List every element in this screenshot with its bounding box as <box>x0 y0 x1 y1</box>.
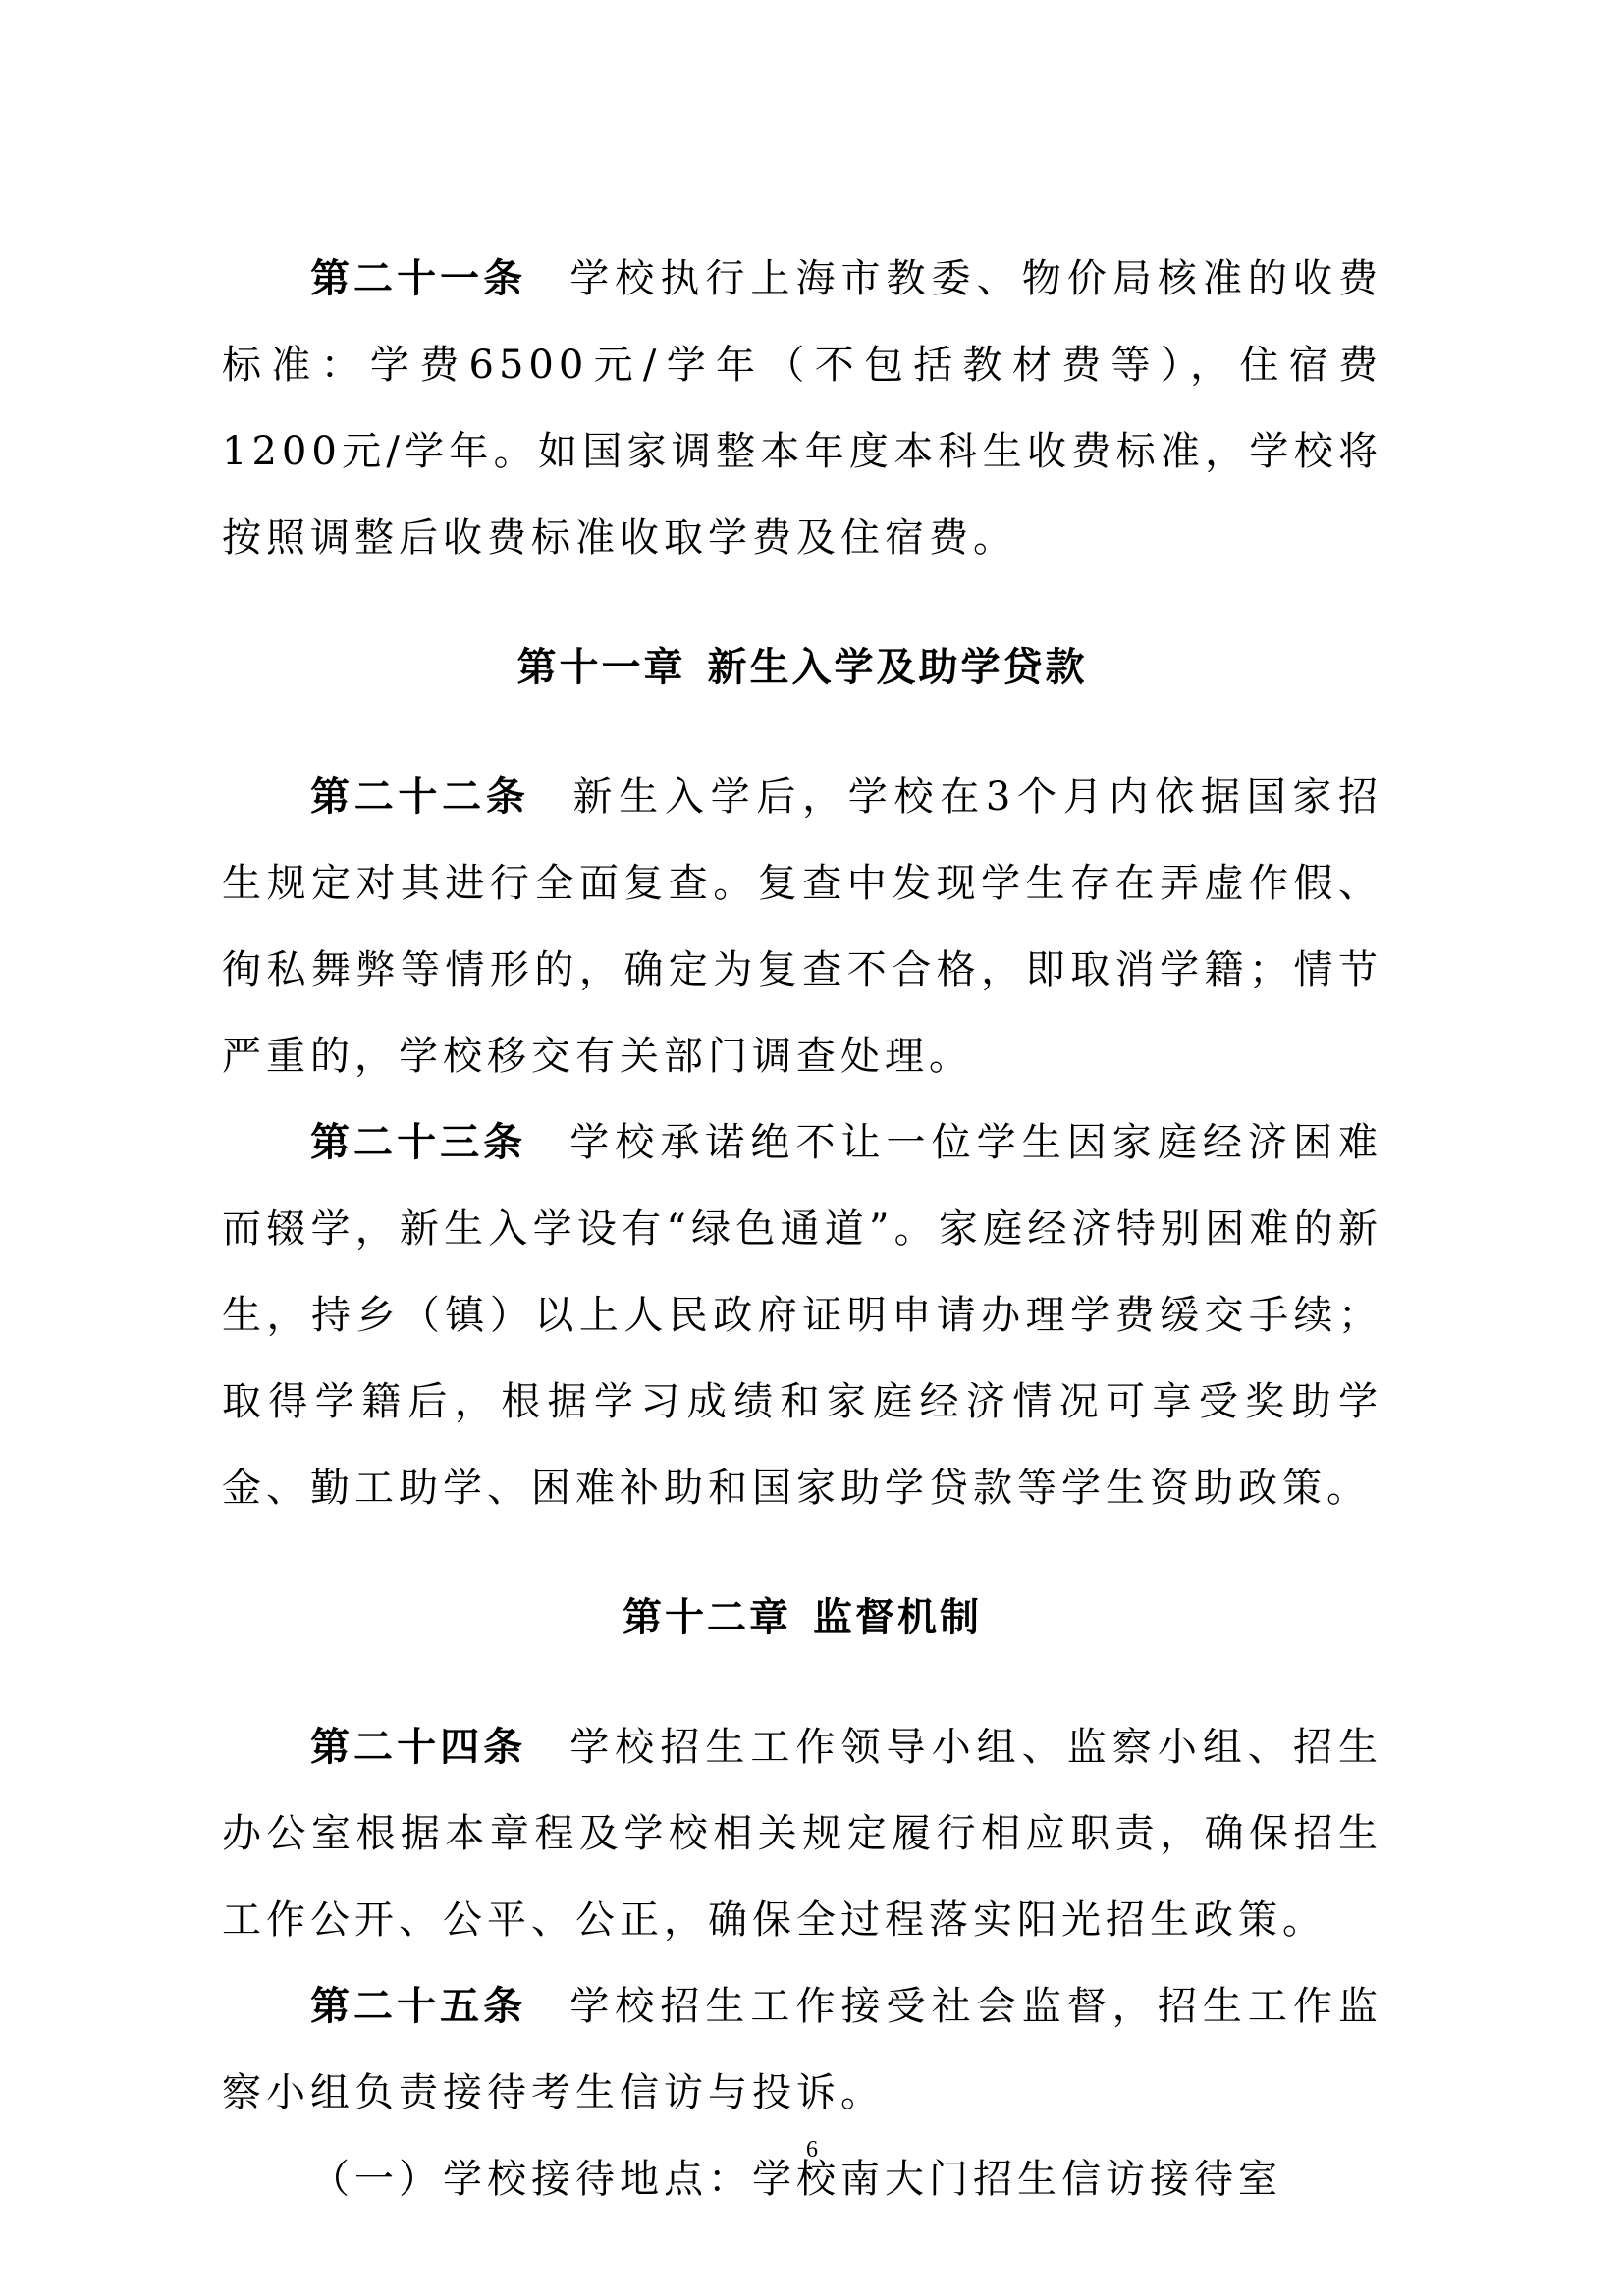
chapter-title: 新生入学及助学贷款 <box>707 645 1088 690</box>
article-text: 学校承诺绝不让一位学生因家庭经济困难而辍学，新生入学设有“绿色通道”。家庭经济特别困难的新生，持乡（镇）以上人民政府证明申请办理学费缓交手续；取得学籍后，根据学习成绩和家庭经济情况可享受奖助学金、勤工助学、困难补助和国家助学贷款等学生资助政策。 <box>222 1120 1383 1511</box>
article-24 <box>222 1704 1382 1963</box>
page-number: 6 <box>806 2137 818 2163</box>
article-text: 学校招生工作领导小组、监察小组、招生办公室根据本章程及学校相关规定履行相应职责，确保招生工作公开、公平、公正，确保全过程落实阳光招生政策。 <box>222 1725 1383 1943</box>
chapter-number: 第十二章 <box>623 1595 791 1640</box>
article-25 <box>222 1963 1382 2136</box>
article-label: 第二十五条 <box>310 1984 527 2029</box>
list-item-reception-location: （一）学校接待地点：学校南大门招生信访接待室 <box>310 2157 1282 2202</box>
article-text: 学校招生工作接受社会监督，招生工作监察小组负责接待考生信访与投诉。 <box>222 1984 1383 2115</box>
article-label: 第二十四条 <box>310 1725 527 1770</box>
article-23 <box>222 1099 1382 1531</box>
chapter-title: 监督机制 <box>813 1595 982 1640</box>
article-21 <box>222 236 1382 581</box>
article-text: 学校执行上海市教委、物价局核准的收费标准：学费6500元/学年（不包括教材费等），住宿费1200元/学年。如国家调整本年度本科生收费标准，学校将按照调整后收费标准收取学费及住宿费。 <box>222 256 1383 561</box>
article-text: 新生入学后，学校在3个月内依据国家招生规定对其进行全面复查。复查中发现学生存在弄虚作假、徇私舞弊等情形的，确定为复查不合格，即取消学籍；情节严重的，学校移交有关部门调查处理。 <box>222 774 1383 1079</box>
article-22 <box>222 754 1382 1099</box>
article-label: 第二十二条 <box>310 774 530 820</box>
document-page <box>222 236 1382 2222</box>
chapter-number: 第十一章 <box>516 645 686 690</box>
article-label: 第二十三条 <box>310 1120 527 1165</box>
chapter-heading-11 <box>222 624 1382 711</box>
chapter-heading-12 <box>222 1575 1382 1661</box>
article-label: 第二十一条 <box>310 256 527 301</box>
